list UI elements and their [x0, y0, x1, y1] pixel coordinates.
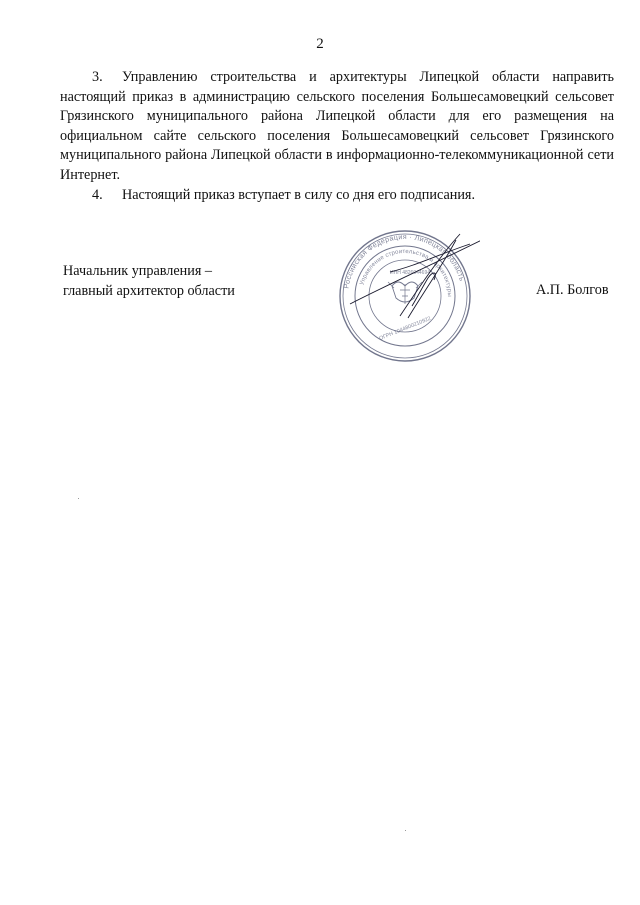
page-number: 2 [316, 36, 324, 52]
document-body [60, 68, 614, 205]
scan-speck [405, 830, 406, 831]
paragraph-text: Управлению строительства и архитектуры Липецкой области направить настоящий приказ в администрацию сельского поселения Большесамовецкий сельсовет Грязинского муниципального района Липецкой области для его размещения на официальном сайте сельского поселения Большесамовецкий сельсовет Грязинского муниципального района Липецкой области в информационно-телекоммуникационной сети Интернет. [60, 69, 614, 183]
stamp-inner-text: Управление строительства и архитектуры [359, 248, 453, 298]
signer-position-line1: Начальник управления – [63, 263, 213, 279]
signer-position-line2: главный архитектор области [63, 282, 235, 299]
paragraph-text: Настоящий приказ вступает в силу со дня его подписания. [122, 186, 476, 203]
stamp-seal-icon [330, 226, 480, 366]
paragraph-3 [60, 68, 614, 186]
paragraph-number: 4. [92, 186, 103, 203]
stamp-outer-text: Российская Федерация · Липецкая область [341, 231, 467, 290]
official-stamp [330, 226, 480, 371]
signer-name: А.П. Болгов [536, 282, 609, 298]
paragraph-number: 3. [92, 69, 103, 85]
signer-position [63, 262, 235, 301]
paragraph-4 [60, 186, 614, 206]
stamp-ogrn: ОГРН 1044800210922 [378, 315, 432, 342]
scan-speck [78, 498, 79, 499]
stamp-inn: ИНН 4826044694 [390, 270, 431, 276]
